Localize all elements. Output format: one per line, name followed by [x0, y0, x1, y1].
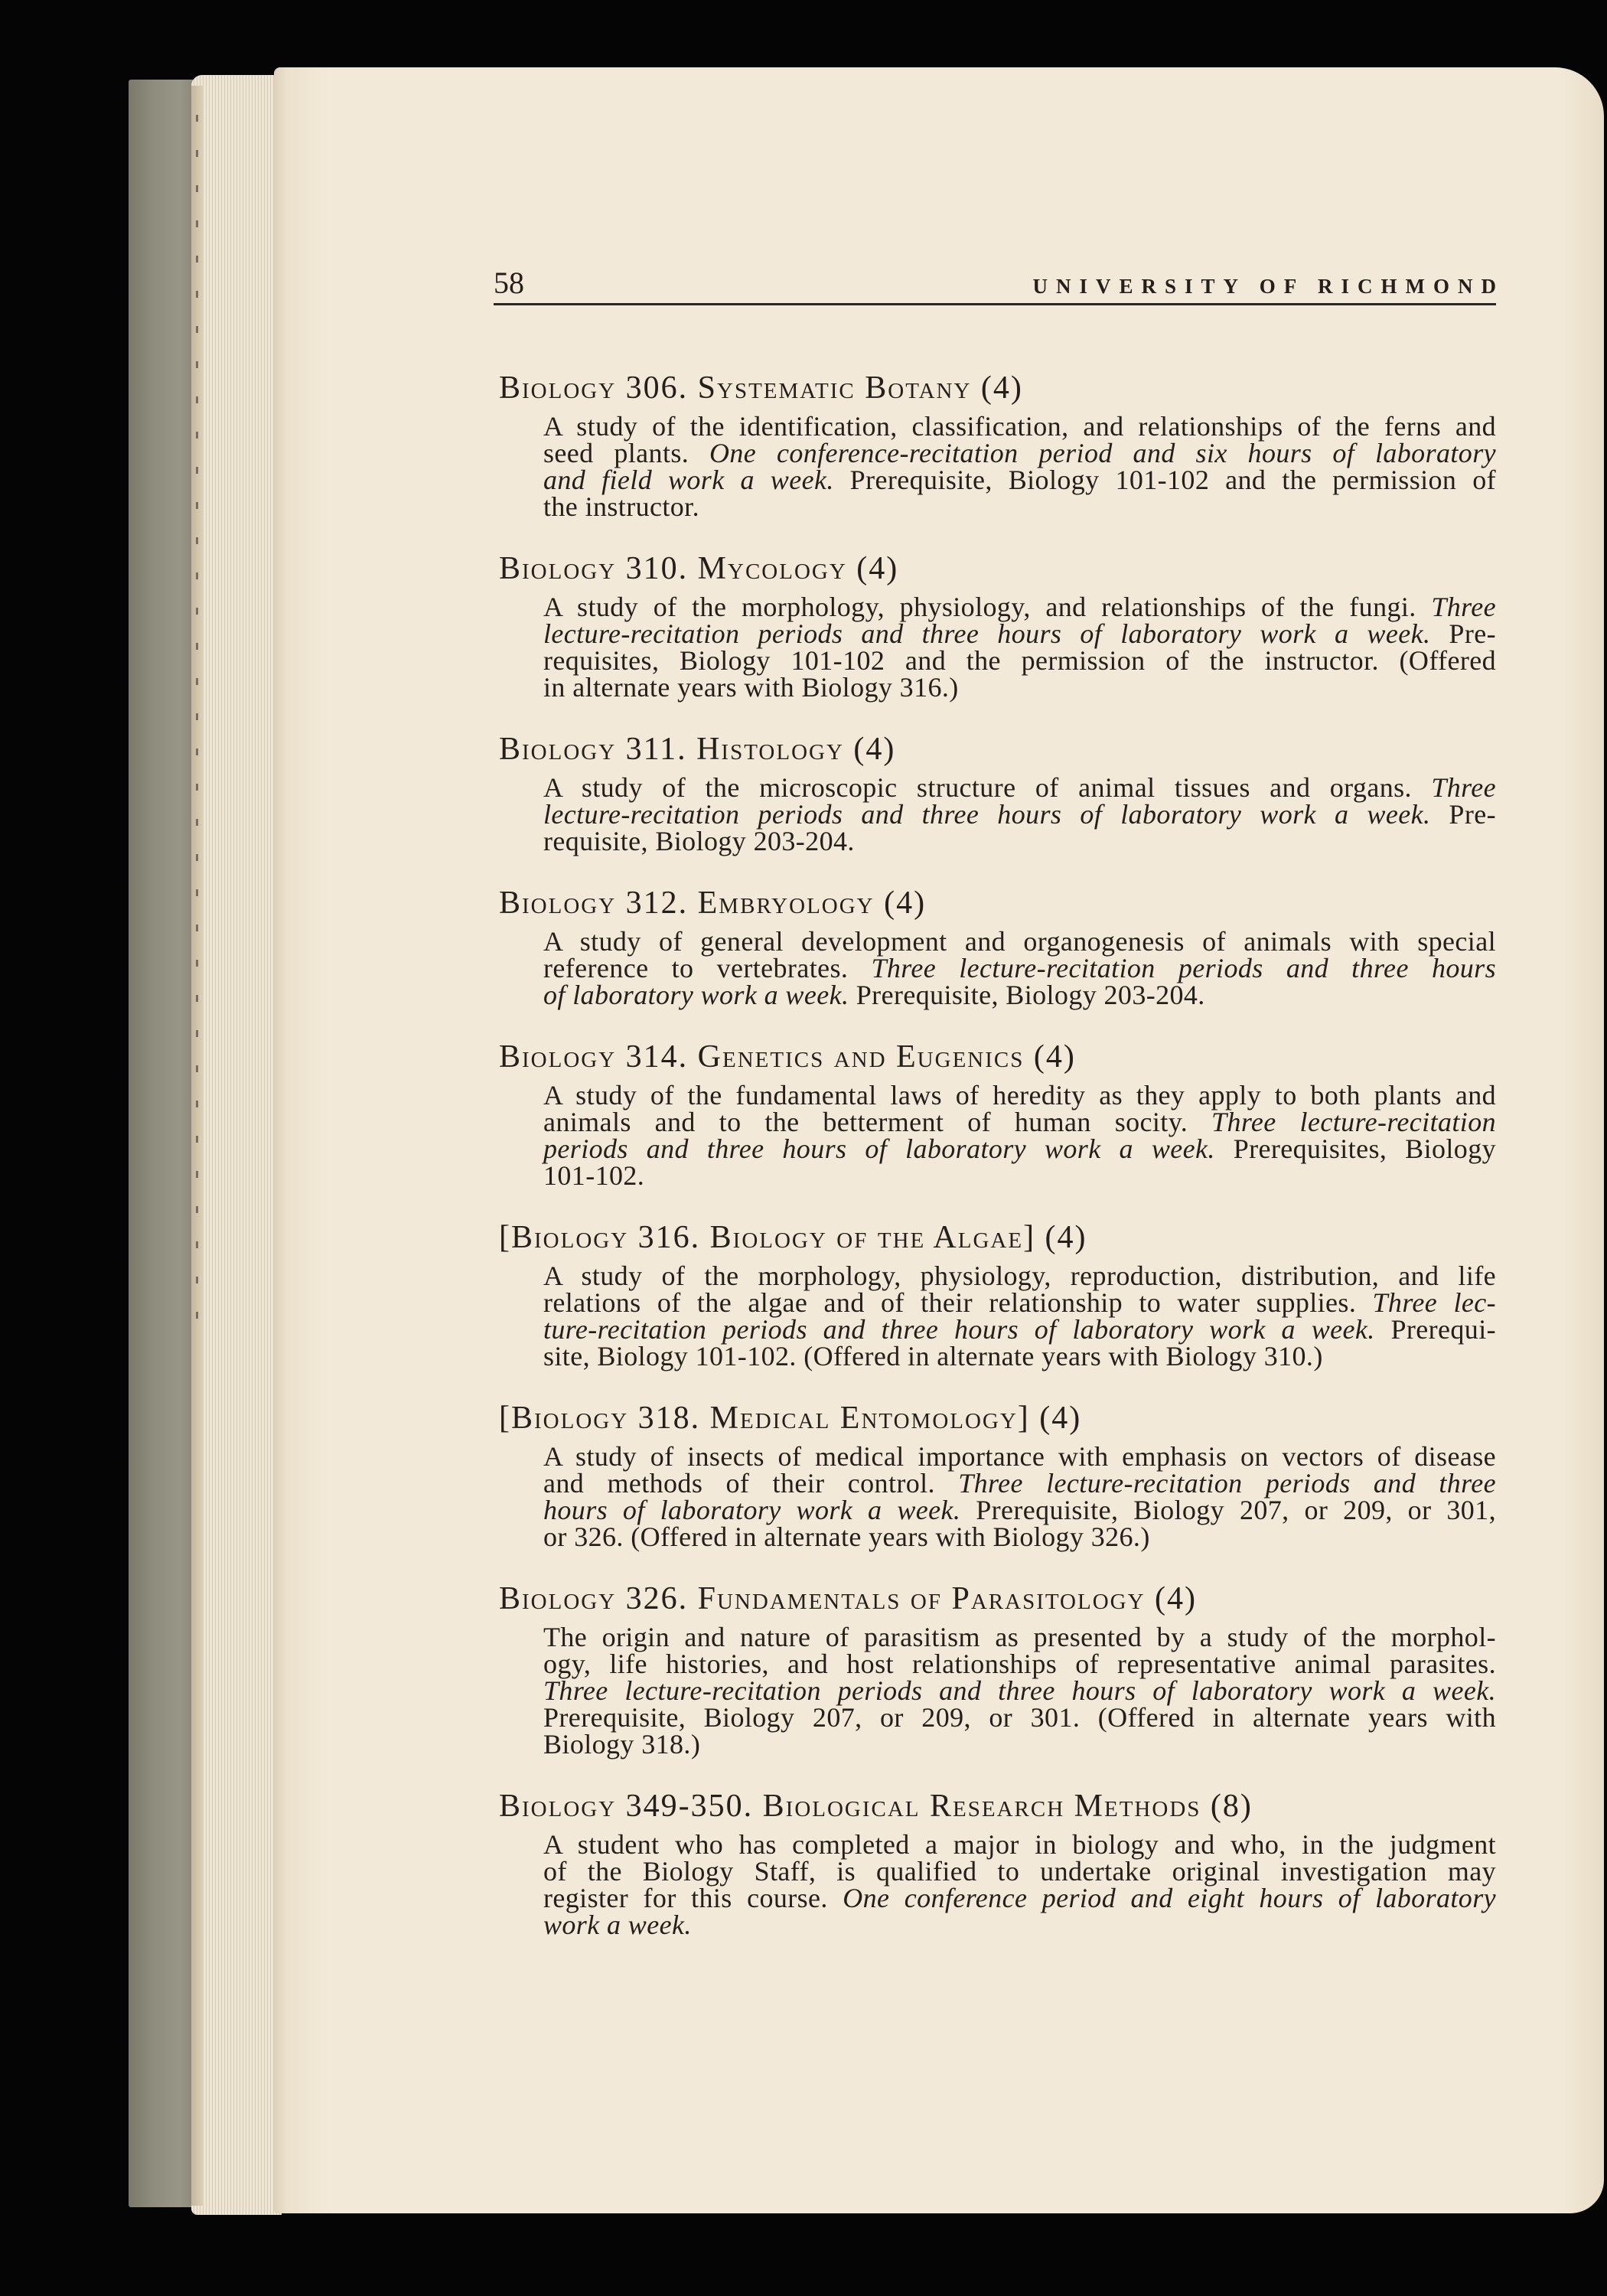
course-description — [543, 1831, 1496, 1939]
description-line-text — [543, 592, 1496, 622]
italic-text: Three — [1431, 772, 1496, 803]
course-entry — [499, 885, 1496, 1009]
description-line-text — [543, 926, 1496, 957]
italic-text: and field work a week. — [543, 465, 834, 495]
description-line-text — [543, 1649, 1496, 1679]
description-line-text — [543, 465, 1496, 495]
course-description — [543, 772, 1496, 856]
description-line-text — [543, 1495, 1496, 1525]
description-line-text — [543, 799, 1496, 830]
italic-text: Three lecture-recitation — [1211, 1107, 1496, 1137]
description-line — [543, 440, 1496, 467]
description-line — [543, 1704, 1496, 1731]
description-line-text — [543, 1261, 1496, 1291]
description-line-text — [543, 826, 855, 856]
description-line — [543, 1521, 1496, 1552]
italic-text: of laboratory work a week. — [543, 980, 849, 1010]
italic-text: Three — [1431, 592, 1496, 622]
description-line-text — [543, 1287, 1496, 1318]
description-line — [543, 772, 1496, 803]
description-line-text — [543, 1521, 1150, 1552]
description-line-text — [543, 645, 1496, 676]
course-heading: Biology 310. Mycology (4) — [499, 551, 899, 586]
roman-text: site, Biology 101-102. (Offered in alternate years with Biology 310.) — [543, 1341, 1323, 1371]
description-line — [543, 1470, 1496, 1497]
italic-text: lecture-recitation periods and three hours of laboratory work a week. — [543, 799, 1431, 830]
page-edges — [191, 75, 282, 2215]
roman-text: 101-102. — [543, 1160, 645, 1191]
description-line-text — [543, 1468, 1496, 1499]
description-line — [543, 1263, 1496, 1290]
roman-text: of the Biology Staff, is qualified to undertake original investigation may — [543, 1856, 1496, 1887]
description-line-text — [543, 1314, 1496, 1345]
roman-text: requisites, Biology 101-102 and the permission of the instructor. (Offered — [543, 645, 1496, 676]
roman-text: Prerequisite, Biology 207, or 209, or 301, — [960, 1495, 1496, 1525]
description-line — [543, 1651, 1496, 1678]
course-heading: Biology 306. Systematic Botany (4) — [499, 370, 1023, 406]
description-line — [543, 1675, 1496, 1706]
description-line — [543, 828, 1496, 855]
description-line — [543, 647, 1496, 674]
description-line — [543, 1858, 1496, 1885]
description-line-text — [543, 1675, 1496, 1706]
description-line-text — [543, 1829, 1496, 1860]
running-head-title: UNIVERSITY OF RICHMOND — [1032, 275, 1504, 298]
italic-text: work a week. — [543, 1910, 692, 1940]
description-line-text — [543, 980, 1205, 1010]
description-line-text — [543, 1883, 1496, 1913]
description-line — [543, 1731, 1496, 1758]
course-description — [543, 1263, 1496, 1370]
description-line-text — [543, 1856, 1496, 1887]
description-line-text — [543, 672, 959, 703]
course-entry — [499, 1039, 1496, 1189]
roman-text: A study of the morphology, physiology, reproduction, distribution, and life — [543, 1261, 1496, 1291]
roman-text: The origin and nature of parasitism as presented by a study of the morphol- — [543, 1622, 1496, 1652]
roman-text: animals and to the betterment of human socity. — [543, 1107, 1212, 1137]
description-line — [543, 413, 1496, 440]
roman-text: and methods of their control. — [543, 1468, 959, 1499]
description-line-text — [543, 491, 699, 522]
description-line-text — [543, 1107, 1496, 1137]
description-line — [543, 1316, 1496, 1343]
roman-text: seed plants. — [543, 438, 709, 468]
description-line — [543, 928, 1496, 955]
description-line-text — [543, 953, 1496, 983]
roman-text: requisite, Biology 203-204. — [543, 826, 855, 856]
description-line-text — [543, 1133, 1496, 1164]
description-line — [543, 1287, 1496, 1318]
roman-text: Prerequisites, Biology — [1214, 1133, 1496, 1164]
description-line — [543, 1831, 1496, 1858]
description-line-text — [543, 1910, 692, 1940]
course-description — [543, 1624, 1496, 1758]
book-cover-edge — [129, 80, 197, 2207]
roman-text: the instructor. — [543, 491, 699, 522]
italic-text: periods and three hours of laboratory work a week. — [543, 1133, 1215, 1164]
course-entry — [499, 1401, 1496, 1551]
course-heading: Biology 326. Fundamentals of Parasitology (4) — [499, 1581, 1197, 1616]
page-edge-marks — [196, 115, 198, 1339]
description-line — [543, 982, 1496, 1009]
roman-text: A study of insects of medical importance with emphasis on vectors of disease — [543, 1441, 1496, 1472]
italic-text: lecture-recitation periods and three hours of laboratory work a week. — [543, 618, 1431, 649]
description-line-text — [543, 411, 1496, 442]
description-line-text — [543, 618, 1496, 649]
course-heading: Biology 314. Genetics and Eugenics (4) — [499, 1039, 1076, 1075]
course-entry — [499, 732, 1496, 855]
course-list — [499, 370, 1496, 1969]
description-line-text — [543, 1729, 700, 1760]
description-line — [543, 1497, 1496, 1524]
description-line — [543, 594, 1496, 621]
italic-text: One conference-recitation period and six hours of laboratory — [709, 438, 1496, 468]
roman-text: or 326. (Offered in alternate years with Biology 326.) — [543, 1521, 1150, 1552]
roman-text: ogy, life histories, and host relationships of representative animal parasites. — [543, 1649, 1496, 1679]
description-line — [543, 1160, 1496, 1191]
roman-text: A study of the identification, classification, and relationships of the ferns and — [543, 411, 1496, 442]
description-line — [543, 801, 1496, 828]
roman-text: in alternate years with Biology 316.) — [543, 672, 959, 703]
course-entry — [499, 1789, 1496, 1939]
course-description — [543, 1443, 1496, 1551]
description-line-text — [543, 438, 1496, 468]
description-line — [543, 467, 1496, 494]
roman-text: A study of the fundamental laws of heredity as they apply to both plants and — [543, 1080, 1496, 1110]
course-heading: Biology 311. Histology (4) — [499, 732, 896, 767]
description-line — [543, 1133, 1496, 1164]
roman-text: A student who has completed a major in biology and who, in the judgment — [543, 1829, 1496, 1860]
header-rule — [494, 303, 1496, 305]
description-line — [543, 674, 1496, 701]
course-heading: [Biology 318. Medical Entomology] (4) — [499, 1401, 1082, 1436]
course-description — [543, 413, 1496, 520]
description-line — [543, 955, 1496, 982]
italic-text: hours of laboratory work a week. — [543, 1495, 961, 1525]
italic-text: Three lec- — [1372, 1287, 1496, 1318]
description-line — [543, 1343, 1496, 1370]
course-entry — [499, 1581, 1496, 1758]
description-line — [543, 1624, 1496, 1651]
description-line-text — [543, 772, 1496, 803]
roman-text: Prerequisite, Biology 101-102 and the permission of — [833, 465, 1496, 495]
roman-text: Prerequi- — [1374, 1314, 1496, 1345]
italic-text: Three lecture-recitation periods and three hours — [871, 953, 1496, 983]
roman-text: Pre- — [1430, 618, 1496, 649]
roman-text: relations of the algae and of their relationship to water supplies. — [543, 1287, 1373, 1318]
roman-text: A study of general development and organogenesis of animals with special — [543, 926, 1496, 957]
description-line-text — [543, 1441, 1496, 1472]
description-line-text — [543, 1160, 644, 1191]
description-line-text — [543, 1341, 1323, 1371]
roman-text: reference to vertebrates. — [543, 953, 872, 983]
course-heading: [Biology 316. Biology of the Algae] (4) — [499, 1220, 1087, 1255]
description-line-text — [543, 1702, 1496, 1733]
description-line — [543, 491, 1496, 522]
italic-text: Three lecture-recitation periods and three — [958, 1468, 1496, 1499]
description-line — [543, 1885, 1496, 1912]
course-description — [543, 594, 1496, 701]
italic-text: Three lecture-recitation periods and three hours of laboratory work a week. — [543, 1675, 1496, 1706]
course-entry — [499, 370, 1496, 520]
roman-text: A study of the microscopic structure of animal tissues and organs. — [543, 772, 1432, 803]
course-heading: Biology 312. Embryology (4) — [499, 885, 927, 921]
description-line — [543, 1082, 1496, 1109]
roman-text: Prerequisite, Biology 203-204. — [849, 980, 1205, 1010]
italic-text: ture-recitation periods and three hours of laboratory work a week. — [543, 1314, 1375, 1345]
course-entry — [499, 1220, 1496, 1370]
running-header — [494, 266, 1504, 300]
italic-text: One conference period and eight hours of laboratory — [843, 1883, 1496, 1913]
description-line — [543, 618, 1496, 649]
description-line — [543, 1443, 1496, 1470]
course-description — [543, 928, 1496, 1009]
page-number: 58 — [494, 266, 524, 300]
roman-text: register for this course. — [543, 1883, 843, 1913]
roman-text: Biology 318.) — [543, 1729, 701, 1760]
description-line — [543, 1109, 1496, 1136]
description-line-text — [543, 1080, 1496, 1110]
roman-text: A study of the morphology, physiology, and relationships of the fungi. — [543, 592, 1432, 622]
course-heading: Biology 349-350. Biological Research Methods (8) — [499, 1789, 1253, 1824]
description-line — [543, 1912, 1496, 1939]
description-line-text — [543, 1622, 1496, 1652]
course-description — [543, 1082, 1496, 1189]
roman-text: Prerequisite, Biology 207, or 209, or 301. (Offered in alternate years with — [543, 1702, 1496, 1733]
course-entry — [499, 551, 1496, 701]
roman-text: Pre- — [1430, 799, 1496, 830]
